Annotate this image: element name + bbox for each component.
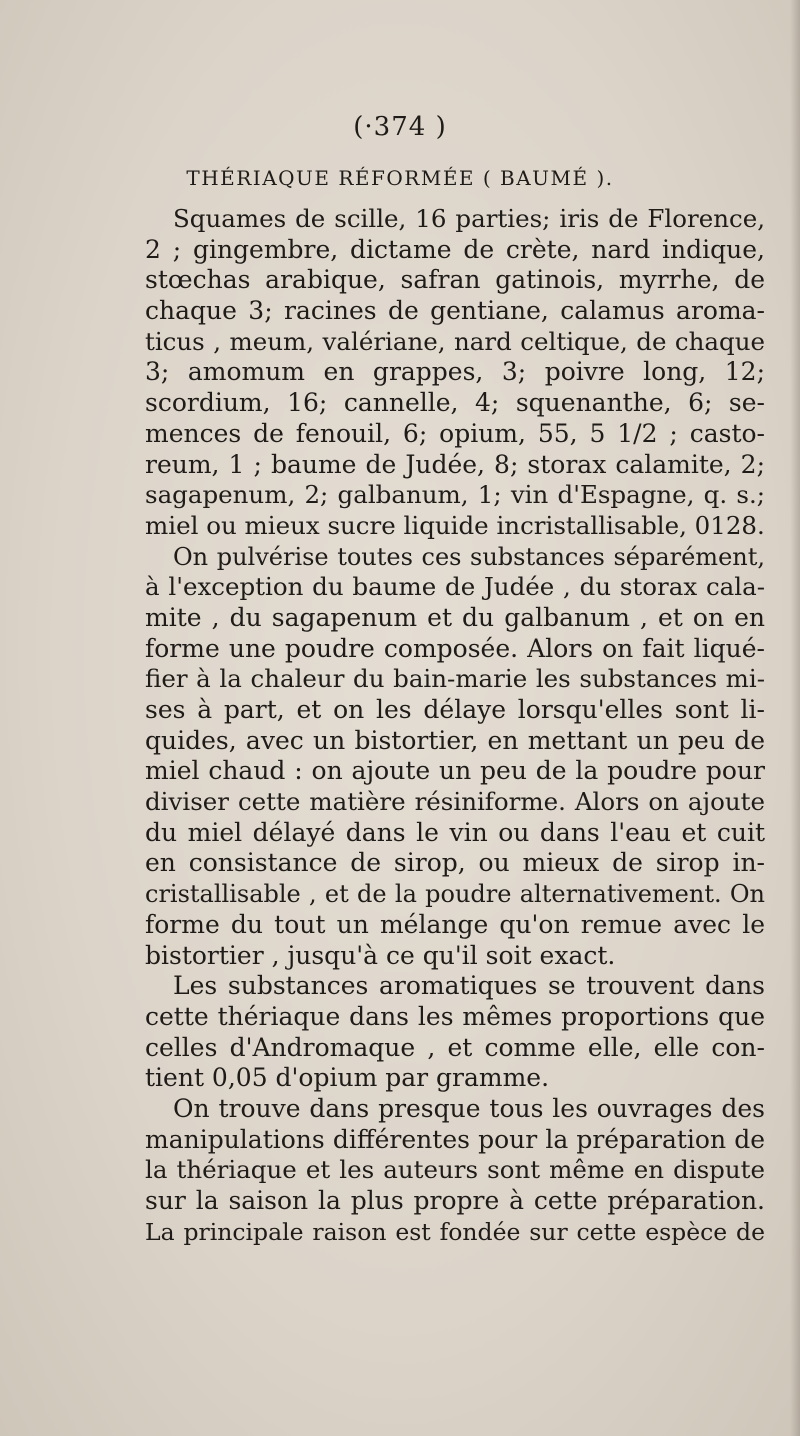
text-line: On pulvérise toutes ces substances séparément,: [173, 542, 765, 571]
text-line: forme du tout un mélange qu'on remue avec le: [145, 909, 765, 939]
text-line: forme une poudre composée. Alors on fait liqué-: [145, 633, 765, 663]
text-line: Les substances aromatiques se trouvent dans: [173, 971, 765, 1001]
text-line: chaque 3; racines de gentiane, calamus aroma-: [145, 296, 765, 326]
page-edge-shadow: [790, 0, 800, 1436]
text-line: celles d'Andromaque , et comme elle, elle con-: [145, 1032, 765, 1062]
section-heading: THÉRIAQUE RÉFORMÉE ( BAUMÉ ).: [186, 166, 614, 190]
text-line: 3; amomum en grappes, 3; poivre long, 12;: [145, 357, 765, 387]
text-line: sagapenum, 2; galbanum, 1; vin d'Espagne, q. s.;: [145, 480, 765, 510]
text-line: la thériaque et les auteurs sont même en dispute: [145, 1155, 765, 1185]
text-line: On trouve dans presque tous les ouvrages des: [173, 1093, 765, 1123]
text-line: cette thériaque dans les mêmes proportions que: [145, 1001, 765, 1031]
text-line: cristallisable , et de la poudre alternativement. On: [145, 880, 765, 909]
text-line: 2 ; gingembre, dictame de crète, nard indique,: [145, 234, 765, 264]
text-line: diviser cette matière résiniforme. Alors on ajoute: [145, 787, 765, 817]
text-line: La principale raison est fondée sur cette espèce de: [145, 1217, 765, 1246]
body-text: [145, 204, 765, 1247]
text-line: miel ou mieux sucre liquide incristallisable, 0128.: [145, 510, 765, 540]
text-line: tient 0,05 d'opium par gramme.: [145, 1063, 550, 1093]
text-line: à l'exception du baume de Judée , du storax cala-: [145, 572, 765, 602]
text-line: ticus , meum, valériane, nard celtique, de chaque: [145, 326, 765, 356]
text-line: manipulations différentes pour la préparation de: [145, 1124, 765, 1154]
text-line: Squames de scille, 16 parties; iris de Florence,: [173, 204, 765, 233]
text-line: du miel délayé dans le vin ou dans l'eau et cuit: [145, 817, 765, 847]
text-line: mite , du sagapenum et du galbanum , et on en: [145, 602, 765, 632]
text-line: miel chaud : on ajoute un peu de la poudre pour: [145, 756, 765, 786]
text-line: quides, avec un bistortier, en mettant un peu de: [145, 725, 765, 755]
text-line: en consistance de sirop, ou mieux de sirop in-: [145, 848, 765, 878]
text-line: sur la saison la plus propre à cette préparation.: [145, 1186, 765, 1215]
text-line: bistortier , jusqu'à ce qu'il soit exact.: [145, 940, 616, 970]
text-line: mences de fenouil, 6; opium, 55, 5 1/2 ; casto-: [145, 418, 765, 448]
page-number: (·374 ): [353, 112, 447, 142]
text-line: ses à part, et on les délaye lorsqu'elles sont li-: [145, 695, 765, 724]
text-line: scordium, 16; cannelle, 4; squenanthe, 6; se-: [145, 388, 765, 418]
text-line: stœchas arabique, safran gatinois, myrrhe, de: [145, 265, 765, 295]
text-line: reum, 1 ; baume de Judée, 8; storax calamite, 2;: [145, 449, 765, 479]
text-line: fier à la chaleur du bain-marie les substances mi-: [145, 664, 765, 694]
